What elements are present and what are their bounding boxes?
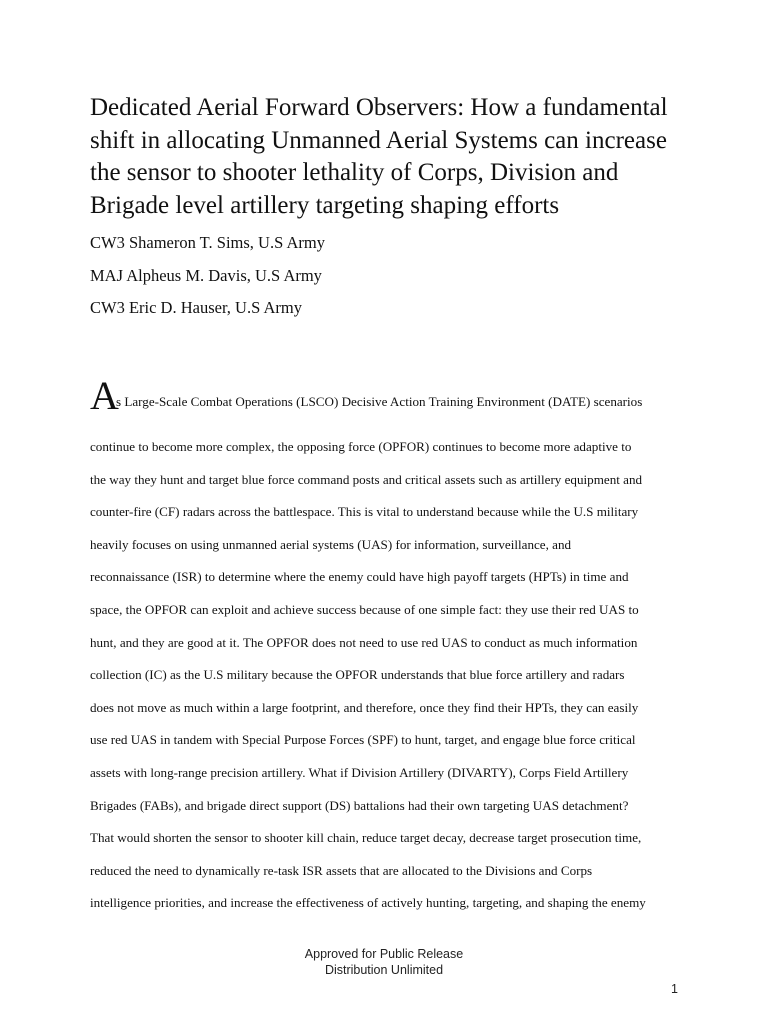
footer-line: Distribution Unlimited <box>324 963 444 977</box>
text-line: reconnaissance (ISR) to determine where the enemy could have high payoff targets (HPTs) in time and <box>90 569 629 585</box>
author-line: CW3 Shameron T. Sims, U.S Army <box>90 233 325 252</box>
author-list <box>90 232 690 330</box>
first-line-text: s Large-Scale Combat Operations (LSCO) Decisive Action Training Environment (DATE) scenarios <box>116 394 643 409</box>
text-line: reduced the need to dynamically re-task ISR assets that are allocated to the Divisions and Corps <box>90 862 593 878</box>
document-title: Dedicated Aerial Forward Observers: How a fundamental shift in allocating Unmanned Aerial Systems can increase the sensor to shooter lethality of Corps, Division and Brigade level artillery targeting shaping efforts <box>90 94 668 219</box>
footer-line: Approved for Public Release <box>304 947 464 961</box>
first-line <box>90 373 680 438</box>
text-line: the way they hunt and target blue force command posts and critical assets such as artillery equipment and <box>90 471 643 487</box>
text-line: collection (IC) as the U.S military because the OPFOR understands that blue force artillery and radars <box>90 667 625 683</box>
text-line: counter-fire (CF) radars across the battlespace. This is vital to understand because while the U.S military <box>90 504 639 520</box>
release-footer <box>234 946 534 978</box>
text-line: continue to become more complex, the opposing force (OPFOR) continues to become more adaptive to <box>90 439 632 454</box>
drop-cap: A <box>90 373 119 418</box>
text-line: Brigades (FABs), and brigade direct support (DS) battalions had their own targeting UAS detachment? <box>90 797 629 813</box>
page-number: 1 <box>671 982 678 996</box>
text-line: assets with long-range precision artillery. What if Division Artillery (DIVARTY), Corps Field Artillery <box>90 764 629 780</box>
author-line: CW3 Eric D. Hauser, U.S Army <box>90 298 302 317</box>
author-line: MAJ Alpheus M. Davis, U.S Army <box>90 265 322 285</box>
text-line: use red UAS in tandem with Special Purpose Forces (SPF) to hunt, target, and engage blue force critical <box>90 732 636 748</box>
text-line: hunt, and they are good at it. The OPFOR does not need to use red UAS to conduct as much information <box>90 634 638 650</box>
text-line: does not move as much within a large footprint, and therefore, once they find their HPTs, they can easily <box>90 699 639 715</box>
body-paragraph <box>90 373 680 927</box>
text-line: intelligence priorities, and increase the effectiveness of actively hunting, targeting, and shaping the enemy <box>90 895 646 911</box>
text-line: space, the OPFOR can exploit and achieve success because of one simple fact: they use their red UAS to <box>90 601 639 617</box>
text-line: heavily focuses on using unmanned aerial systems (UAS) for information, surveillance, and <box>90 536 572 552</box>
text-line: That would shorten the sensor to shooter kill chain, reduce target decay, decrease target prosecution time, <box>90 830 642 846</box>
